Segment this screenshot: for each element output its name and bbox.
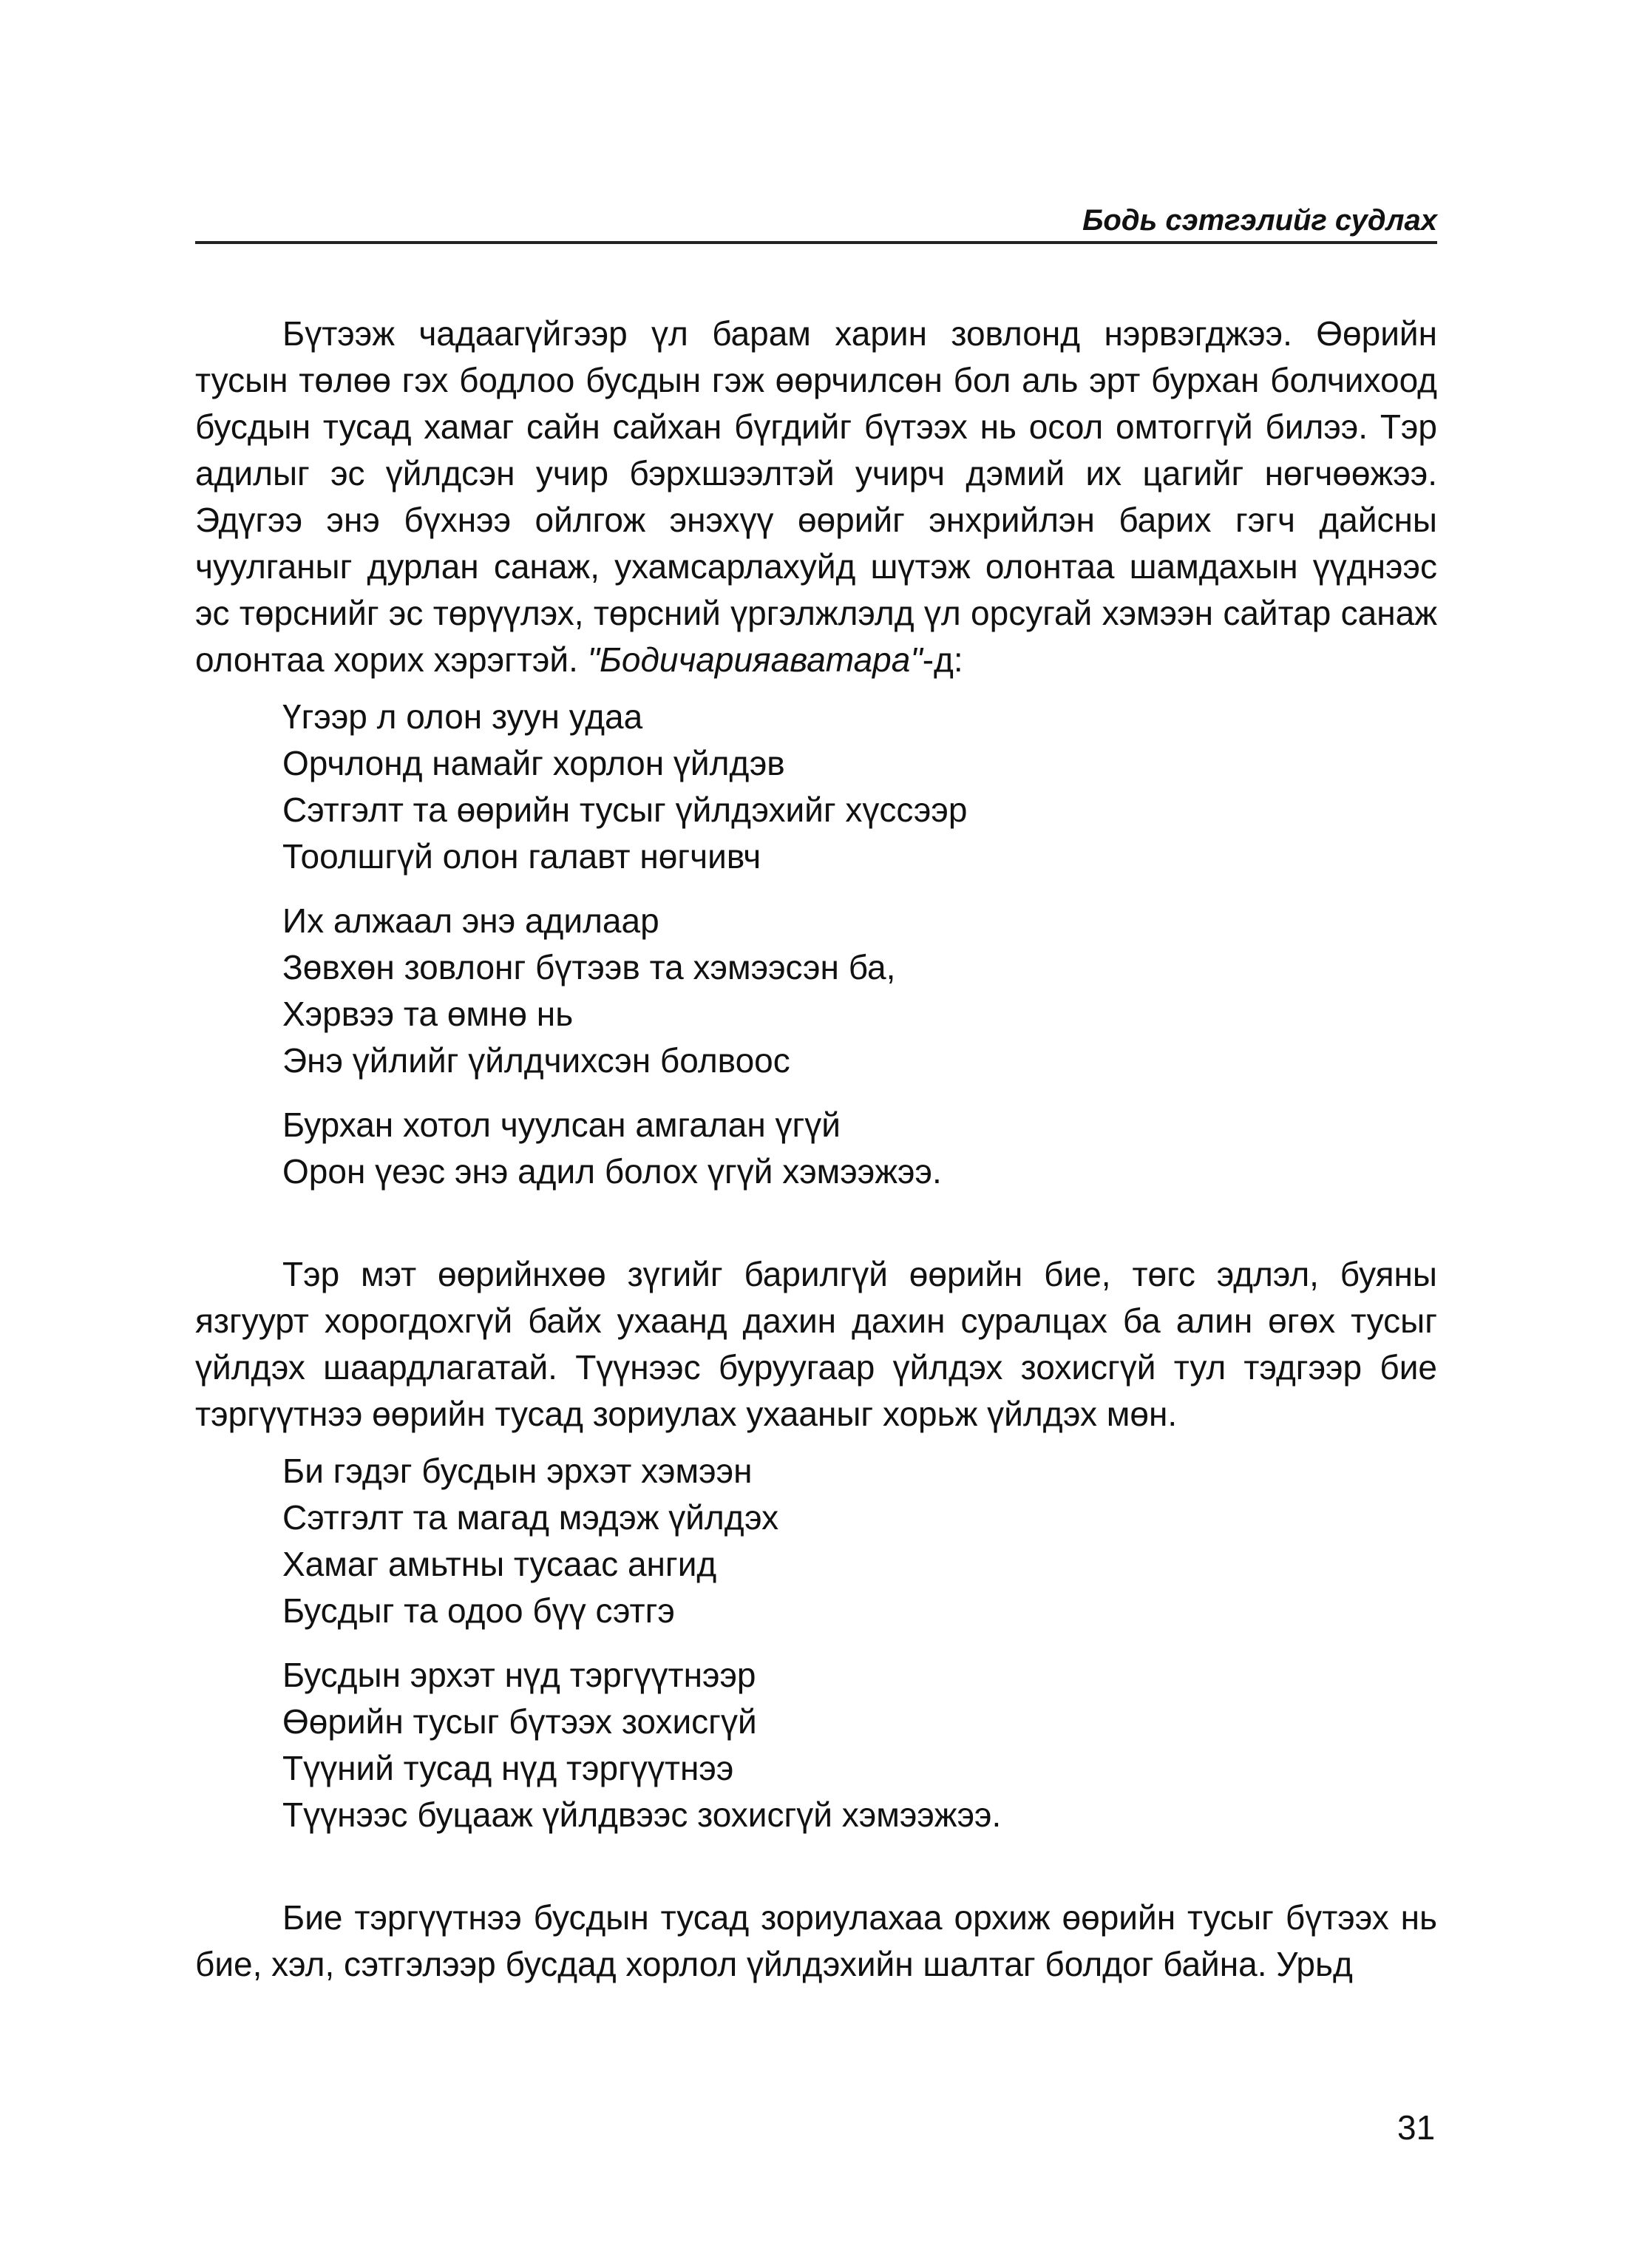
book-title-quote: "Бодичарияаватара" bbox=[587, 640, 923, 679]
page-body bbox=[195, 311, 1437, 1988]
verse-line: Түүнээс буцааж үйлдвээс зохисгүй хэмээжээ. bbox=[282, 1795, 1002, 1834]
verse-line: Түүний тусад нүд тэргүүтнээ bbox=[282, 1749, 734, 1787]
verse-line: Зөвхөн зовлонг бүтээв та хэмээсэн ба, bbox=[282, 948, 896, 986]
verse-line: Би гэдэг бусдын эрхэт хэмээн bbox=[282, 1452, 753, 1490]
verse-line: Энэ үйлийг үйлдчихсэн болвоос bbox=[282, 1041, 790, 1080]
verse-line: Орчлонд намайг хорлон үйлдэв bbox=[282, 744, 785, 782]
verse-line: Их алжаал энэ адилаар bbox=[282, 901, 659, 940]
paragraph-1-end: -д: bbox=[922, 640, 963, 679]
verse-line: Бусдыг та одоо бүү сэтгэ bbox=[282, 1591, 675, 1630]
running-header bbox=[195, 194, 1437, 244]
verse-1-stanza-3 bbox=[282, 1102, 1437, 1195]
verse-2-stanza-1 bbox=[282, 1448, 1437, 1634]
header-title: Бодь сэтгэлийг судлах bbox=[1082, 204, 1437, 237]
verse-line: Хэрвээ та өмнө нь bbox=[282, 995, 574, 1033]
paragraph-1-text: Бүтээж чадаагүйгээр үл барам харин зовлонд нэрвэгджээ. Өөрийн тусын төлөө гэх бодлоо бусдын гэж өөрчилсөн бол аль эрт бурхан болчихоод бусдын тусад хамаг сайн сайхан бүгдийг бүтээх нь осол омтоггүй билээ. Тэр адилыг эс үйлдсэн учир бэрхшээлтэй учирч дэмий их цагийг нөгчөөжээ. Эдүгээ энэ бүхнээ ойлгож энэхүү өөрийг энхрийлэн барих гэгч дайсны чуулганыг дурлан санаж, ухамсарлахуйд шүтэж олонтаа шамдахын үүднээс эс төрснийг эс төрүүлэх, төрсний үргэлжлэлд үл орсугай хэмээн сайтар санаж олонтаа хорих хэрэгтэй. bbox=[195, 314, 1437, 679]
paragraph-2: Тэр мэт өөрийнхөө зүгийг барилгүй өөрийн бие, төгс эдлэл, буяны язгуурт хорогдохгүй байх ухаанд дахин дахин суралцах ба алин өгөх тусыг үйлдэх шаардлагатай. Түүнээс буруугаар үйлдэх зохисгүй тул тэдгээр бие тэргүүтнээ өөрийн тусад зориулах ухааныг хорьж үйлдэх мөн. bbox=[195, 1255, 1437, 1433]
verse-1-stanza-2 bbox=[282, 898, 1437, 1084]
verse-line: Бусдын эрхэт нүд тэргүүтнээр bbox=[282, 1656, 756, 1694]
verse-line: Өөрийн тусыг бүтээх зохисгүй bbox=[282, 1702, 757, 1741]
verse-block-1 bbox=[195, 694, 1437, 1195]
verse-line: Бурхан хотол чуулсан амгалан үгүй bbox=[282, 1106, 841, 1144]
verse-line: Үгээр л олон зуун удаа bbox=[282, 697, 643, 736]
paragraph-3: Бие тэргүүтнээ бусдын тусад зориулахаа орхиж өөрийн тусыг бүтээх нь бие, хэл, сэтгэлээр бусдад хорлол үйлдэхийн шалтаг болдог байна. Урьд bbox=[195, 1898, 1437, 1983]
paragraph-1 bbox=[195, 311, 1437, 683]
verse-line: Сэтгэлт та магад мэдэж үйлдэх bbox=[282, 1498, 779, 1537]
verse-line: Орон үеэс энэ адил болох үгүй хэмээжээ. bbox=[282, 1152, 942, 1191]
verse-line: Сэтгэлт та өөрийн тусыг үйлдэхийг хүссээр bbox=[282, 791, 968, 829]
verse-line: Хамаг амьтны тусаас ангид bbox=[282, 1545, 717, 1583]
verse-line: Тоолшгүй олон галавт нөгчивч bbox=[282, 837, 761, 876]
verse-block-2 bbox=[195, 1448, 1437, 1838]
verse-1-stanza-1 bbox=[282, 694, 1437, 880]
page-number: 31 bbox=[1397, 2108, 1436, 2147]
verse-2-stanza-2 bbox=[282, 1652, 1437, 1838]
